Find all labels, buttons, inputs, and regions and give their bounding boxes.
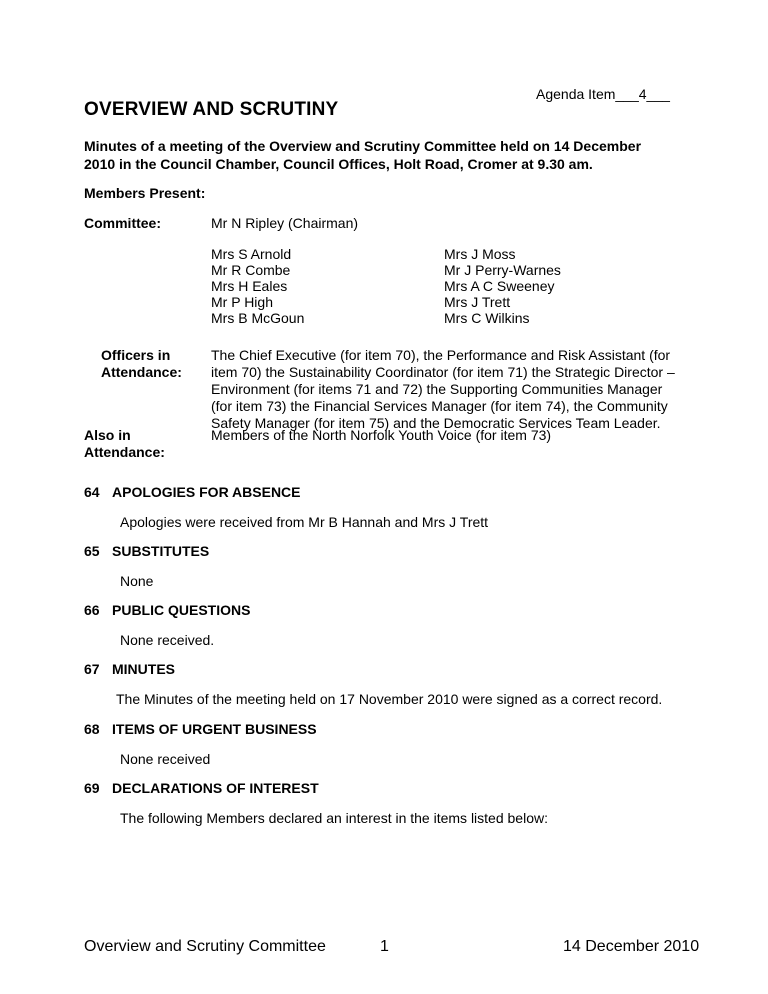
committee-members-left xyxy=(211,246,304,326)
section-heading xyxy=(84,602,250,618)
member-name: Mrs S Arnold xyxy=(211,246,292,262)
committee-members-right xyxy=(444,246,561,326)
intro-line: Minutes of a meeting of the Overview and Scrutiny Committee held on 14 December xyxy=(84,138,642,154)
section-heading xyxy=(84,780,319,796)
section-title: APOLOGIES FOR ABSENCE xyxy=(112,484,301,500)
section-body: Apologies were received from Mr B Hannah and Mrs J Trett xyxy=(120,514,489,530)
section-heading xyxy=(84,661,175,677)
section-body: None xyxy=(120,573,154,589)
section-heading xyxy=(84,721,317,737)
officers-label-line: Officers in xyxy=(101,347,171,363)
member-name: Mr J Perry-Warnes xyxy=(444,262,561,278)
section-number: 64 xyxy=(84,484,100,500)
officers-line: Environment (for items 71 and 72) the Supporting Communities Manager xyxy=(211,381,663,397)
officers-label xyxy=(101,347,211,381)
section-heading xyxy=(84,543,209,559)
section-number: 69 xyxy=(84,780,100,796)
member-name: Mrs A C Sweeney xyxy=(444,278,555,294)
intro-line: 2010 in the Council Chamber, Council Offices, Holt Road, Cromer at 9.30 am. xyxy=(84,156,593,172)
section-title: PUBLIC QUESTIONS xyxy=(112,602,251,618)
member-name: Mr P High xyxy=(211,294,273,310)
member-name: Mrs J Moss xyxy=(444,246,516,262)
meeting-intro xyxy=(84,137,694,173)
officers-line: item 70) the Sustainability Coordinator (for item 71) the Strategic Director – xyxy=(211,364,675,380)
member-name: Mr R Combe xyxy=(211,262,291,278)
section-number: 67 xyxy=(84,661,100,677)
section-heading xyxy=(84,484,301,500)
section-body: None received. xyxy=(120,632,215,648)
footer-page-number: 1 xyxy=(380,938,389,955)
section-body: None received xyxy=(120,751,211,767)
section-title: ITEMS OF URGENT BUSINESS xyxy=(112,721,317,737)
also-in-attendance: Members of the North Norfolk Youth Voice (for item 73) xyxy=(211,427,552,443)
footer-date: 14 December 2010 xyxy=(563,938,700,955)
section-number: 68 xyxy=(84,721,100,737)
member-name: Mrs H Eales xyxy=(211,278,288,294)
members-present-heading: Members Present: xyxy=(84,185,206,201)
member-name: Mrs C Wilkins xyxy=(444,310,530,326)
also-label xyxy=(84,427,194,461)
section-number: 65 xyxy=(84,543,100,559)
footer-committee-name: Overview and Scrutiny Committee xyxy=(84,938,326,955)
section-title: MINUTES xyxy=(112,661,175,677)
member-name: Mrs B McGoun xyxy=(211,310,305,326)
page-title: OVERVIEW AND SCRUTINY xyxy=(84,99,339,120)
section-title: SUBSTITUTES xyxy=(112,543,210,559)
committee-label: Committee: xyxy=(84,215,162,231)
officers-line: The Chief Executive (for item 70), the Performance and Risk Assistant (for xyxy=(211,347,671,363)
section-number: 66 xyxy=(84,602,100,618)
member-name: Mrs J Trett xyxy=(444,294,511,310)
officers-label-line: Attendance: xyxy=(101,364,182,380)
section-body: The following Members declared an interest in the items listed below: xyxy=(120,810,548,826)
officers-line: (for item 73) the Financial Services Manager (for item 74), the Community xyxy=(211,398,668,414)
section-title: DECLARATIONS OF INTEREST xyxy=(112,780,319,796)
agenda-item-number: Agenda Item___4___ xyxy=(536,86,670,102)
officers-in-attendance xyxy=(211,347,701,432)
also-label-line: Attendance: xyxy=(84,444,165,460)
committee-chairman: Mr N Ripley (Chairman) xyxy=(211,215,359,231)
also-label-line: Also in xyxy=(84,427,131,443)
officers-line: Safety Manager (for item 75) and the Democratic Services Team Leader. xyxy=(211,415,661,431)
section-body: The Minutes of the meeting held on 17 November 2010 were signed as a correct record. xyxy=(116,691,663,707)
